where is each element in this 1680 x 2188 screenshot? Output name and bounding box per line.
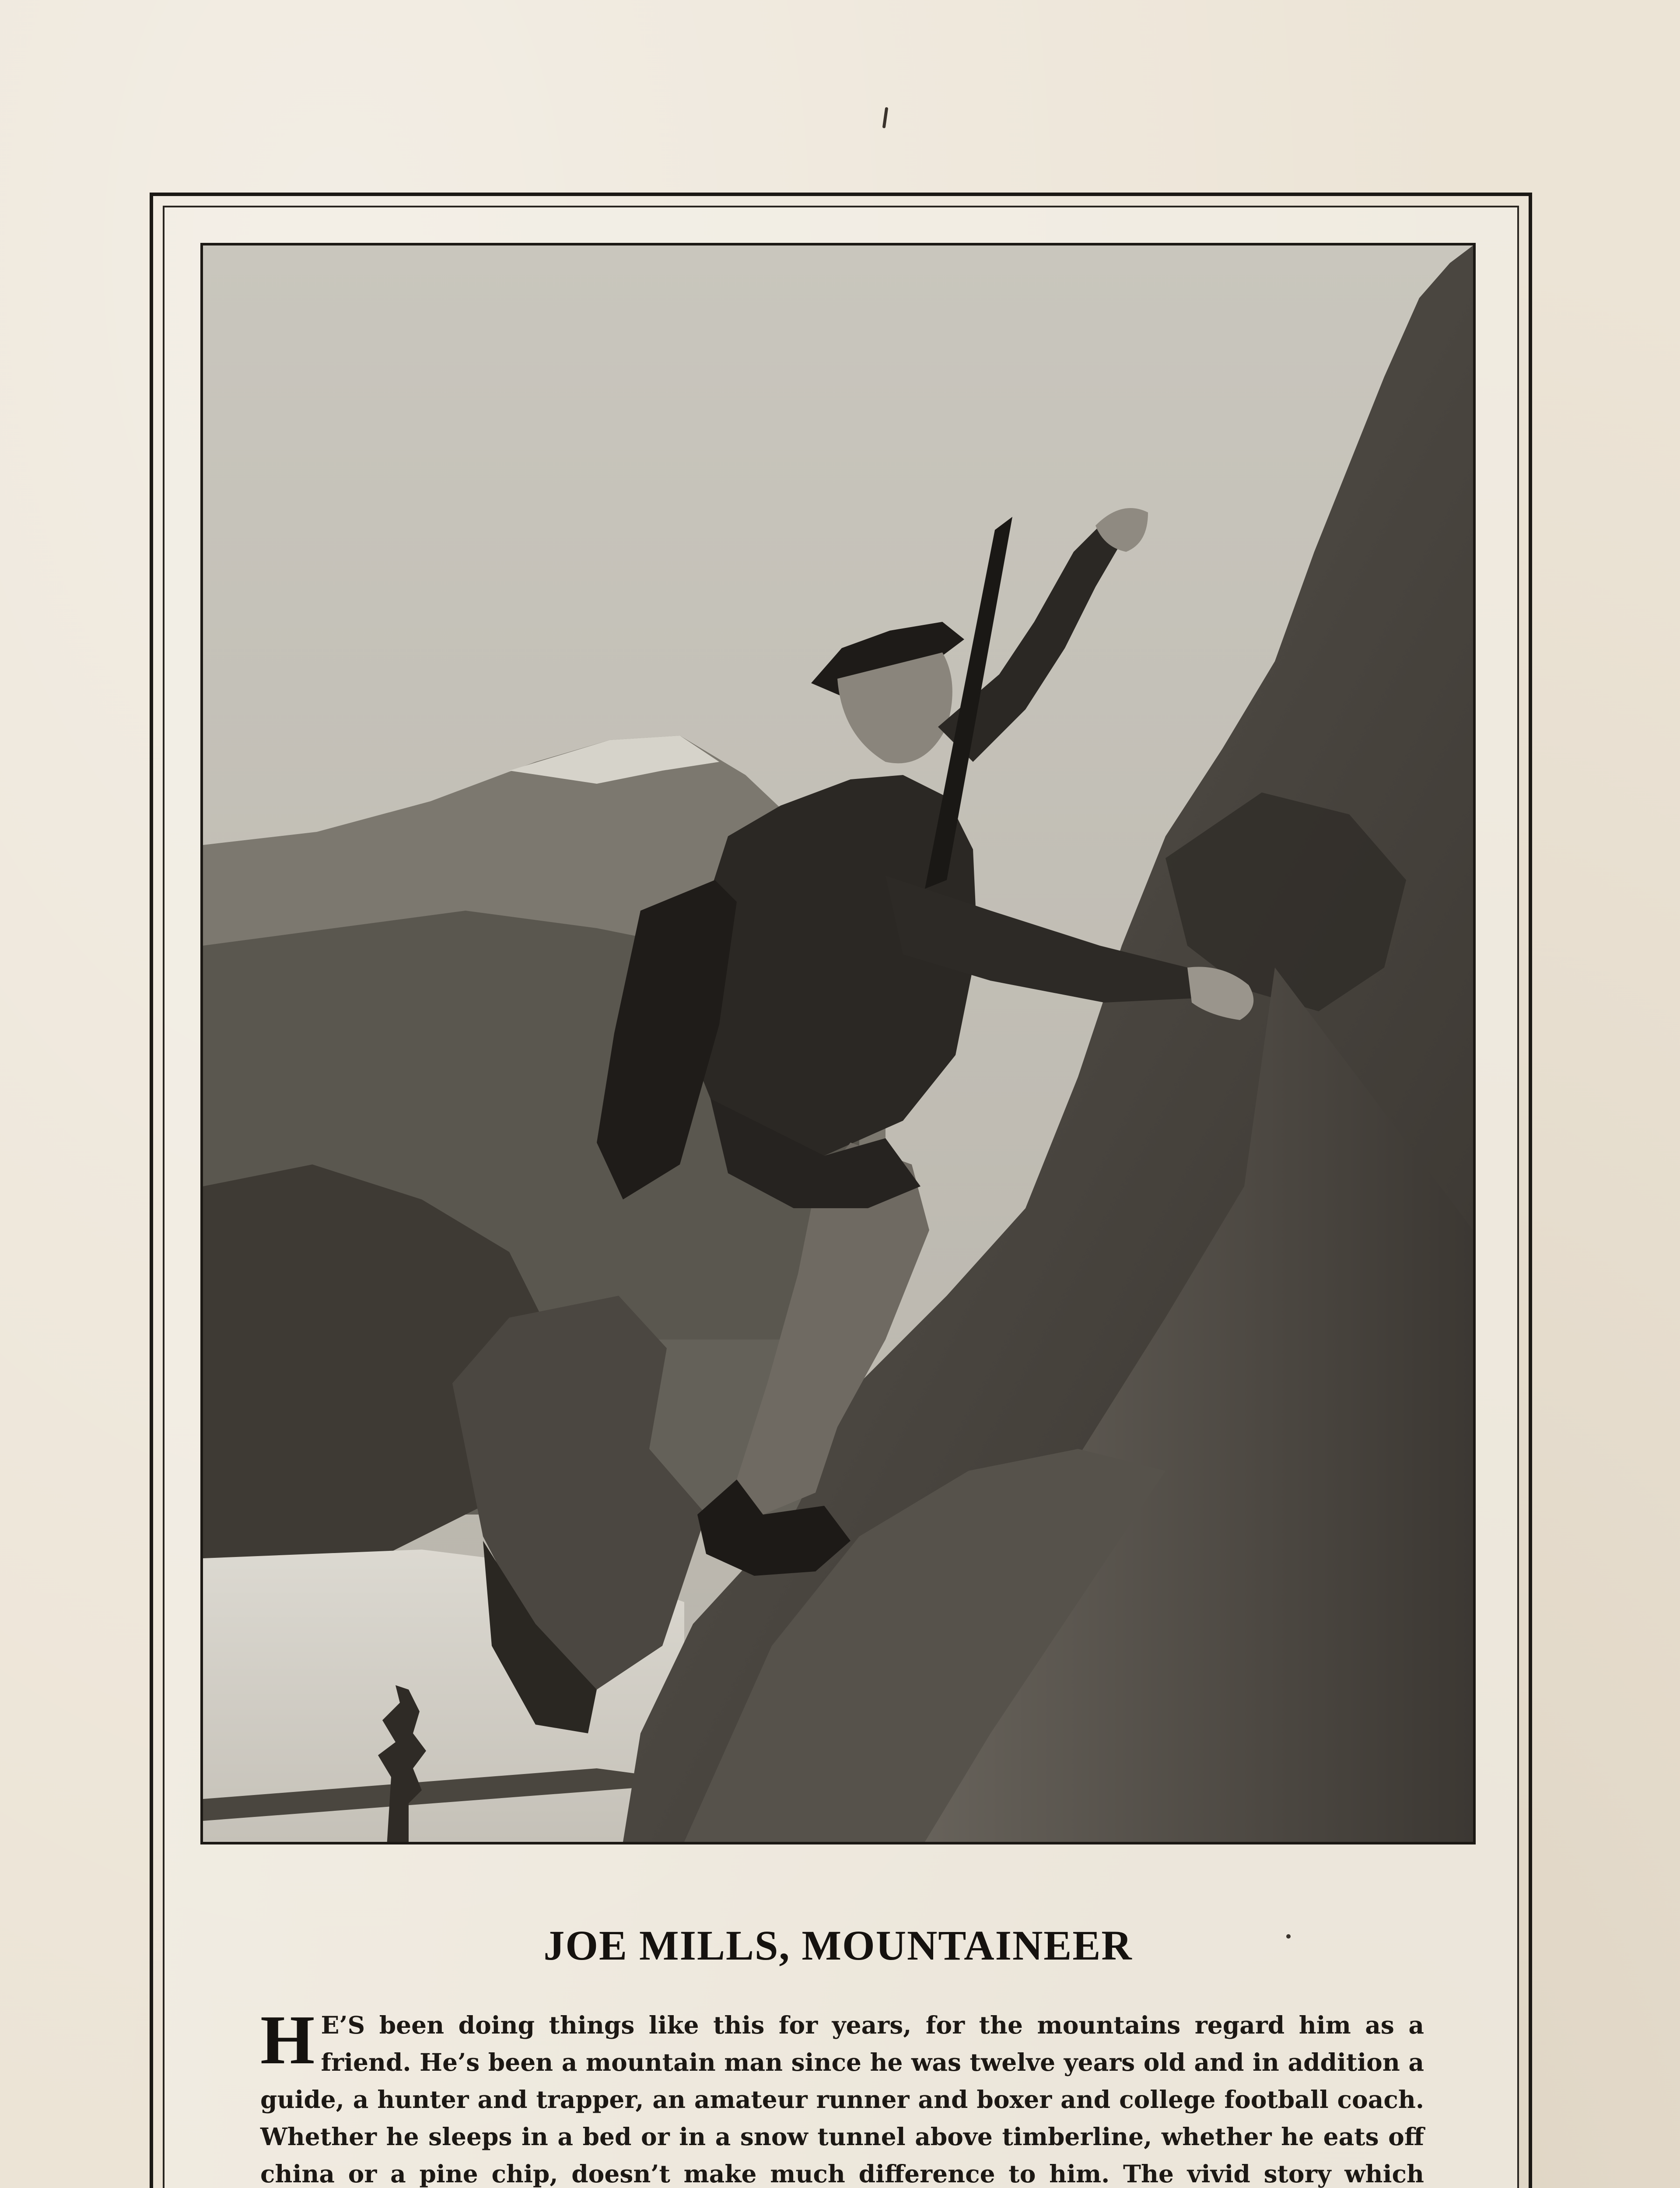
drop-cap: H (260, 2001, 315, 2079)
page-ink-mark (882, 107, 889, 129)
ink-dot (1286, 1934, 1291, 1939)
mountaineer-photo (200, 243, 1476, 1844)
article-body (260, 2001, 1424, 2188)
article-body-text: E’S been doing things like this for years, for the mountains regard him as a friend. He’s been a mountain man since he was twelve years old and in addition a guide, a hunter and trapper, an amateur runner and boxer and college football coach. Whether he sleeps in a bed or in a snow tunnel above timberline, whether he eats off china or a pine chip, doesn’t make much difference to him. The vivid story which (260, 2011, 1424, 2188)
article-title: JOE MILLS, MOUNTAINEER (543, 1922, 1133, 1969)
